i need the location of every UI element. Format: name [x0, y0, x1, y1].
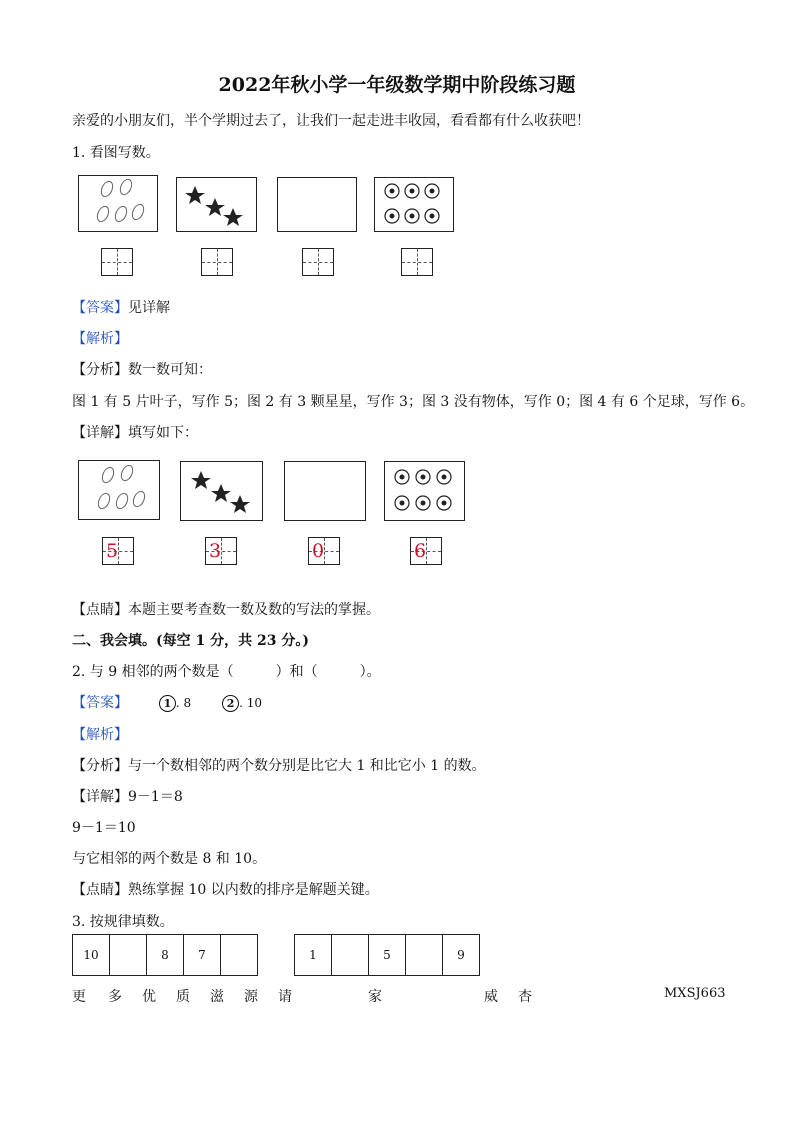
answer-value-1: . 8 [175, 696, 192, 710]
leaves-picture-filled [78, 460, 160, 520]
filled-answer: 0 [312, 540, 325, 562]
answer-text: 见详解 [128, 300, 170, 316]
page-title: 2022年秋小学一年级数学期中阶段练习题 [218, 74, 576, 96]
answer-tag: 【答案】 [72, 695, 128, 711]
star-icon-group [177, 178, 256, 231]
write-box-3[interactable] [302, 248, 334, 276]
seq-blank-cell[interactable] [221, 935, 258, 976]
q1-detail [72, 422, 198, 442]
detail-text: 9－1＝8 [128, 789, 183, 805]
analysis-tag: 【解析】 [72, 331, 128, 347]
leaf-icon-group [79, 461, 159, 519]
footballs-picture-filled [384, 461, 465, 521]
seq-cell: 9 [443, 935, 480, 976]
filled-box-1 [102, 537, 134, 565]
seq-cell: 8 [147, 935, 184, 976]
q2-analysis [72, 724, 128, 744]
q1-answer [72, 297, 170, 317]
dianjing-tag: 【点睛】 [72, 882, 128, 898]
write-box-2[interactable] [201, 248, 233, 276]
q2-line3: 与它相邻的两个数是 8 和 10。 [72, 851, 267, 867]
sequence-table-1 [72, 934, 258, 976]
q2-dianjing [72, 879, 379, 899]
leaf-icon-group [79, 176, 157, 231]
filled-answer: 3 [209, 540, 222, 562]
dianjing-text: 本题主要考查数一数及数的写法的掌握。 [128, 602, 380, 618]
detail-tag: 【详解】 [72, 425, 128, 441]
seq-cell: 10 [73, 935, 110, 976]
circled-two: 2 [222, 695, 239, 712]
footer-char: 杏 [518, 989, 532, 1005]
fenxi-tag: 【分析】 [72, 362, 128, 378]
q2-stem: 2. 与 9 相邻的两个数是（ ）和（ ）。 [72, 664, 381, 680]
footer-char: 家 [368, 989, 382, 1005]
q3-stem: 3. 按规律填数。 [72, 914, 174, 930]
dianjing-text: 熟练掌握 10 以内数的排序是解题关键。 [128, 882, 379, 898]
q1-explain: 图 1 有 5 片叶子，写作 5；图 2 有 3 颗星星，写作 3；图 3 没有物体，写作 0；图 4 有 6 个足球，写作 6。 [72, 394, 755, 410]
footer-char: 更 [72, 989, 86, 1005]
seq-cell: 1 [295, 935, 332, 976]
q1-analysis [72, 328, 128, 348]
empty-picture [277, 177, 357, 232]
q2-fenxi [72, 755, 486, 775]
fenxi-text: 数一数可知： [128, 362, 212, 378]
footer-char: 请 [278, 989, 292, 1005]
footer-char: 优 [142, 989, 156, 1005]
star-icon-group [181, 462, 262, 520]
filled-answer: 5 [106, 540, 119, 562]
leaves-picture [78, 175, 158, 232]
circled-one: 1 [159, 695, 176, 712]
answer-tag: 【答案】 [72, 300, 128, 316]
filled-box-4 [410, 537, 442, 565]
footer-char: 多 [108, 989, 122, 1005]
filled-box-3 [308, 537, 340, 565]
seq-blank-cell[interactable] [406, 935, 443, 976]
q2-line2: 9－1＝10 [72, 820, 136, 836]
fenxi-text: 与一个数相邻的两个数分别是比它大 1 和比它小 1 的数。 [128, 758, 486, 774]
empty-picture-filled [284, 461, 366, 521]
stars-picture-filled [180, 461, 263, 521]
footer-code: MXSJ663 [664, 986, 726, 1001]
detail-tag: 【详解】 [72, 789, 128, 805]
footer-char: 源 [244, 989, 258, 1005]
q2-detail [72, 786, 183, 806]
q2-answer [72, 692, 262, 712]
football-icon-group [375, 178, 453, 231]
filled-box-2 [205, 537, 237, 565]
stars-picture [176, 177, 257, 232]
fenxi-tag: 【分析】 [72, 758, 128, 774]
seq-blank-cell[interactable] [110, 935, 147, 976]
footer-char: 质 [176, 989, 190, 1005]
section-2-heading: 二、我会填。(每空 1 分，共 23 分。) [72, 633, 309, 649]
sequence-table-2 [294, 934, 480, 976]
write-box-1[interactable] [101, 248, 133, 276]
detail-text: 填写如下： [128, 425, 198, 441]
seq-cell: 7 [184, 935, 221, 976]
q1-fenxi [72, 359, 212, 379]
answer-value-2: . 10 [239, 696, 262, 710]
dianjing-tag: 【点睛】 [72, 602, 128, 618]
football-icon-group [385, 462, 464, 520]
footballs-picture [374, 177, 454, 232]
intro-text: 亲爱的小朋友们，半个学期过去了，让我们一起走进丰收园，看看都有什么收获吧！ [72, 113, 590, 129]
seq-blank-cell[interactable] [332, 935, 369, 976]
analysis-tag: 【解析】 [72, 727, 128, 743]
filled-answer: 6 [414, 540, 427, 562]
q1-dianjing [72, 599, 380, 619]
seq-cell: 5 [369, 935, 406, 976]
q1-stem: 1. 看图写数。 [72, 145, 160, 161]
write-box-4[interactable] [401, 248, 433, 276]
footer-char: 威 [484, 989, 498, 1005]
footer-char: 滋 [210, 989, 224, 1005]
